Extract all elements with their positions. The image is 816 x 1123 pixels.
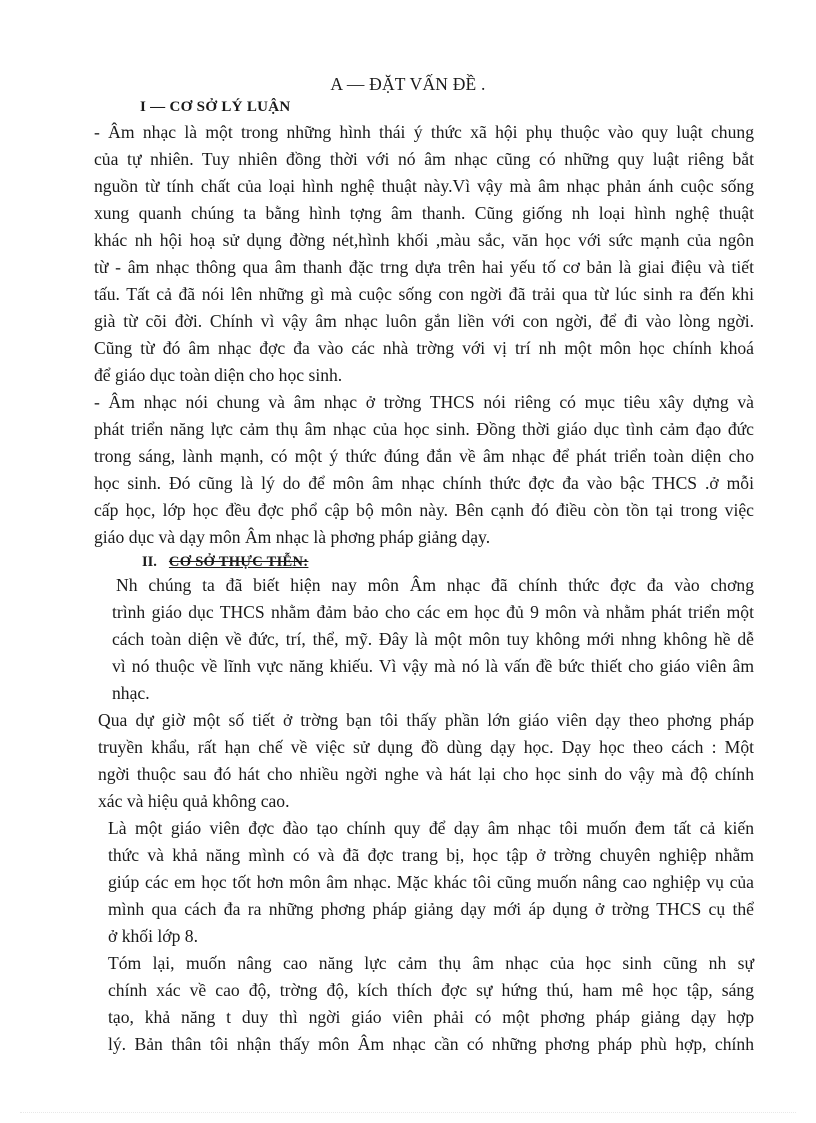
section-heading-practice xyxy=(142,554,308,571)
paragraph-theory-2 xyxy=(94,389,754,551)
section-numeral: II. xyxy=(142,554,157,570)
text-line: học sinh. Đó cũng là lý do để môn âm nhạc chính thức đợc đa vào bậc THCS .ở mỗi xyxy=(94,473,754,493)
text-line: nhạc. xyxy=(112,683,150,703)
text-line: thức và khả năng mình có và đã đợc trang bị, học tập ở trờng chuyên nghiệp nhằm xyxy=(108,845,754,865)
text-line: nguồn từ tính chất của loại hình nghệ thuật này.Vì vậy mà âm nhạc phản ánh cuộc sống xyxy=(94,176,754,196)
text-line: phát triển năng lực cảm thụ âm nhạc của học sinh. Đồng thời giáo dục tình cảm đạo đức xyxy=(94,419,754,439)
page-bottom-border xyxy=(20,1112,796,1113)
text-line: Cũng từ đó âm nhạc đợc đa vào các nhà trờng với vị trí nh một môn học chính khoá xyxy=(94,338,754,358)
text-line: trình giáo dục THCS nhằm đảm bảo cho các em học đủ 9 môn và nhằm phát triển một xyxy=(112,602,754,622)
text-line: xác và hiệu quả không cao. xyxy=(98,791,290,811)
paragraph-theory-1 xyxy=(94,119,754,389)
text-line: Là một giáo viên đợc đào tạo chính quy để dạy âm nhạc tôi muốn đem tất cả kiến xyxy=(108,818,754,838)
paragraph-practice-2 xyxy=(98,707,754,815)
text-line: để giáo dục toàn diện cho học sinh. xyxy=(94,365,343,385)
section-heading-label: CƠ SỞ THỰC TIỄN: xyxy=(168,554,309,570)
paragraph-practice-1 xyxy=(112,572,754,707)
text-line: mình qua cách đa ra những phơng pháp giảng dạy mới áp dụng ở trờng THCS cụ thể xyxy=(108,899,754,919)
text-line: Tóm lại, muốn nâng cao năng lực cảm thụ âm nhạc của học sinh cũng nh sự xyxy=(108,953,754,973)
text-line: giúp các em học tốt hơn môn âm nhạc. Mặc khác tôi cũng muốn nâng cao nghiệp vụ của xyxy=(108,872,754,892)
text-line: tạo, khả năng t duy thì ngời giáo viên phải có một phơng pháp giảng dạy hợp xyxy=(108,1007,754,1027)
text-line: già từ cõi đời. Chính vì vậy âm nhạc luôn gắn liền với con ngời, để đi vào lòng ngời. xyxy=(94,311,754,331)
text-line: của tự nhiên. Tuy nhiên đồng thời với nó âm nhạc cũng có những quy luật riêng bắt xyxy=(94,149,754,169)
text-line: xung quanh chúng ta bằng hình tợng âm thanh. Cũng giống nh loại hình nghệ thuật xyxy=(94,203,754,223)
paragraph-practice-4 xyxy=(108,950,754,1058)
paragraph-practice-3 xyxy=(108,815,754,950)
text-line: từ - âm nhạc thông qua âm thanh đặc trng dựa trên hai yếu tố cơ bản là giai điệu và tiết xyxy=(94,257,754,277)
text-line: vì nó thuộc về lĩnh vực năng khiếu. Vì vậy mà nó là vấn đề bức thiết cho giáo viên âm xyxy=(112,656,754,676)
text-line: ở khối lớp 8. xyxy=(108,926,198,946)
document-title: A — ĐẶT VẤN ĐỀ . xyxy=(330,74,486,94)
text-line: ngời thuộc sau đó hát cho nhiều ngời nghe và hát lại cho học sinh do vậy mà độ chính xyxy=(98,764,754,784)
text-line: - Âm nhạc nói chung và âm nhạc ở trờng THCS nói riêng có mục tiêu xây dựng và xyxy=(94,392,754,412)
section-heading-theory: I — CƠ SỞ LÝ LUẬN xyxy=(140,99,291,115)
text-line: cách toàn diện về đức, trí, thể, mỹ. Đây là một môn tuy không mới nhng không hề dễ xyxy=(112,629,754,649)
text-line: cấp học, lớp học đều đợc phổ cập bộ môn này. Bên cạnh đó điều còn tồn tại trong việc xyxy=(94,500,754,520)
text-line: truyền khẩu, rất hạn chế về việc sử dụng đồ dùng dạy học. Dạy học theo cách : Một xyxy=(98,737,754,757)
text-line: lý. Bản thân tôi nhận thấy môn Âm nhạc cần có những phơng pháp phù hợp, chính xyxy=(108,1034,754,1054)
text-line: chính xác về cao độ, trờng độ, kích thích đợc sự hứng thú, ham mê học tập, sáng xyxy=(108,980,754,1000)
text-line: - Âm nhạc là một trong những hình thái ý thức xã hội phụ thuộc vào quy luật chung xyxy=(94,122,754,142)
text-line: giáo dục và dạy môn Âm nhạc là phơng pháp giảng dạy. xyxy=(94,527,491,547)
text-line: Nh chúng ta đã biết hiện nay môn Âm nhạc đã chính thức đợc đa vào chơng xyxy=(116,575,754,595)
text-line: khác nh hội hoạ sử dụng đờng nét,hình khối ,màu sắc, văn học với sức mạnh của ngôn xyxy=(94,230,754,250)
text-line: trong sáng, lành mạnh, có một ý thức đúng đắn về âm nhạc để phát triển toàn diện cho xyxy=(94,446,754,466)
text-line: tấu. Tất cả đã nói lên những gì mà cuộc sống con ngời đã trải qua từ lúc sinh ra đến khi xyxy=(94,284,754,304)
text-line: Qua dự giờ một số tiết ở trờng bạn tôi thấy phần lớn giáo viên dạy theo phơng pháp xyxy=(98,710,754,730)
